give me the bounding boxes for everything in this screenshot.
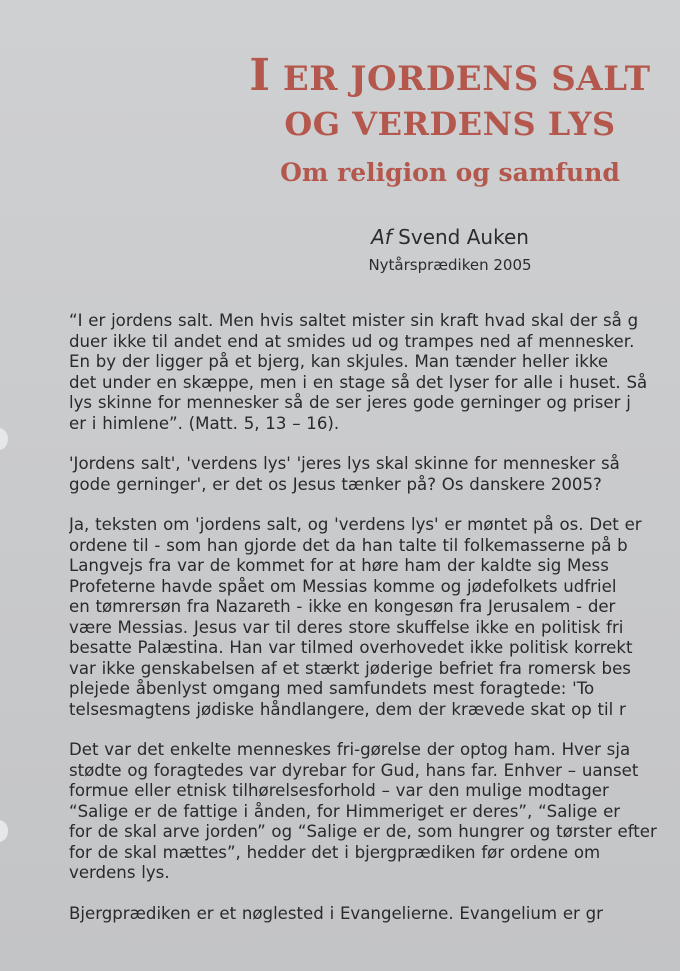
text-line: lys skinne for mennesker så de ser jeres gode gerninger og priser j	[69, 393, 631, 412]
author-line	[220, 225, 680, 249]
text-line: telsesmagtens jødiske håndlangere, dem der krævede skat op til r	[69, 699, 626, 719]
author-prefix: Af	[371, 225, 392, 249]
title-line-2: OG VERDENS LYS	[284, 105, 616, 143]
text-line: En by der ligger på et bjerg, kan skjules. Man tænder heller ikke	[69, 352, 609, 371]
paragraph	[69, 904, 680, 925]
text-line: 'Jordens salt', 'verdens lys' 'jeres lys skal skinne for mennesker så	[69, 454, 620, 473]
text-line: var ikke genskabelsen af et stærkt jøderige befriet fra romersk bes	[69, 658, 631, 678]
text-line: besatte Palæstina. Han var tilmed overhovedet ikke politisk korrekt	[69, 638, 633, 657]
text-line: er i himlene”. (Matt. 5, 13 – 16).	[69, 413, 340, 433]
author-name: Svend Auken	[398, 225, 529, 249]
paragraph	[69, 515, 680, 720]
title-line-1	[220, 50, 680, 101]
paragraph	[69, 454, 680, 495]
text-line: verdens lys.	[69, 863, 170, 882]
text-line: Det var det enkelte menneskes fri-gørelse der optog ham. Hver sja	[69, 740, 631, 759]
text-line: gode gerninger', er det os Jesus tænker på? Os danskere 2005?	[69, 474, 602, 494]
text-line: Profeterne havde spået om Messias komme og jødefolkets udfriel	[69, 576, 617, 596]
body-text	[69, 311, 680, 944]
text-line: Ja, teksten om 'jordens salt, og 'verdens lys' er møntet på os. Det er	[69, 515, 642, 534]
text-line: det under en skæppe, men i en stage så det lyser for alle i huset. Så	[69, 372, 648, 392]
text-line: stødte og foragtedes var dyrebar for Gud, hans far. Enhver – uanset	[69, 760, 639, 780]
text-line: for de skal mættes”, hedder det i bjergprædiken før ordene om	[69, 842, 601, 862]
text-line: duer ikke til andet end at smides ud og trampes ned af mennesker.	[69, 331, 635, 351]
text-line: “Salige er de fattige i ånden, for Himmeriget er deres”, “Salige er	[69, 801, 621, 821]
title-line-1-text: ER JORDENS SALT	[270, 59, 651, 99]
text-line: en tømrersøn fra Nazareth - ikke en kongesøn fra Jerusalem - der	[69, 597, 616, 616]
subtitle: Om religion og samfund	[280, 158, 620, 187]
text-line: ordene til - som han gjorde det da han talte til folkemasserne på b	[69, 535, 628, 555]
binder-hole	[0, 820, 8, 842]
text-line: plejede åbenlyst omgang med samfundets mest foragtede: 'To	[69, 679, 595, 698]
text-line: Langvejs fra var de kommet for at høre ham der kaldte sig Mess	[69, 556, 609, 575]
text-line: for de skal arve jorden” og “Salige er de, som hungrer og tørster efter	[69, 822, 657, 841]
text-line: “I er jordens salt. Men hvis saltet mister sin kraft hvad skal der så g	[69, 311, 639, 330]
title-initial: I	[249, 50, 271, 101]
text-line: formue eller etnisk tilhørelsesforhold – var den mulige modtager	[69, 781, 609, 800]
occasion: Nytårsprædiken 2005	[368, 256, 532, 274]
text-line: Bjergprædiken er et nøglested i Evangelierne. Evangelium er gr	[69, 903, 603, 923]
binder-hole	[0, 428, 8, 450]
paragraph	[69, 311, 680, 434]
text-line: være Messias. Jesus var til deres store skuffelse ikke en politisk fri	[69, 617, 624, 637]
paragraph	[69, 740, 680, 884]
